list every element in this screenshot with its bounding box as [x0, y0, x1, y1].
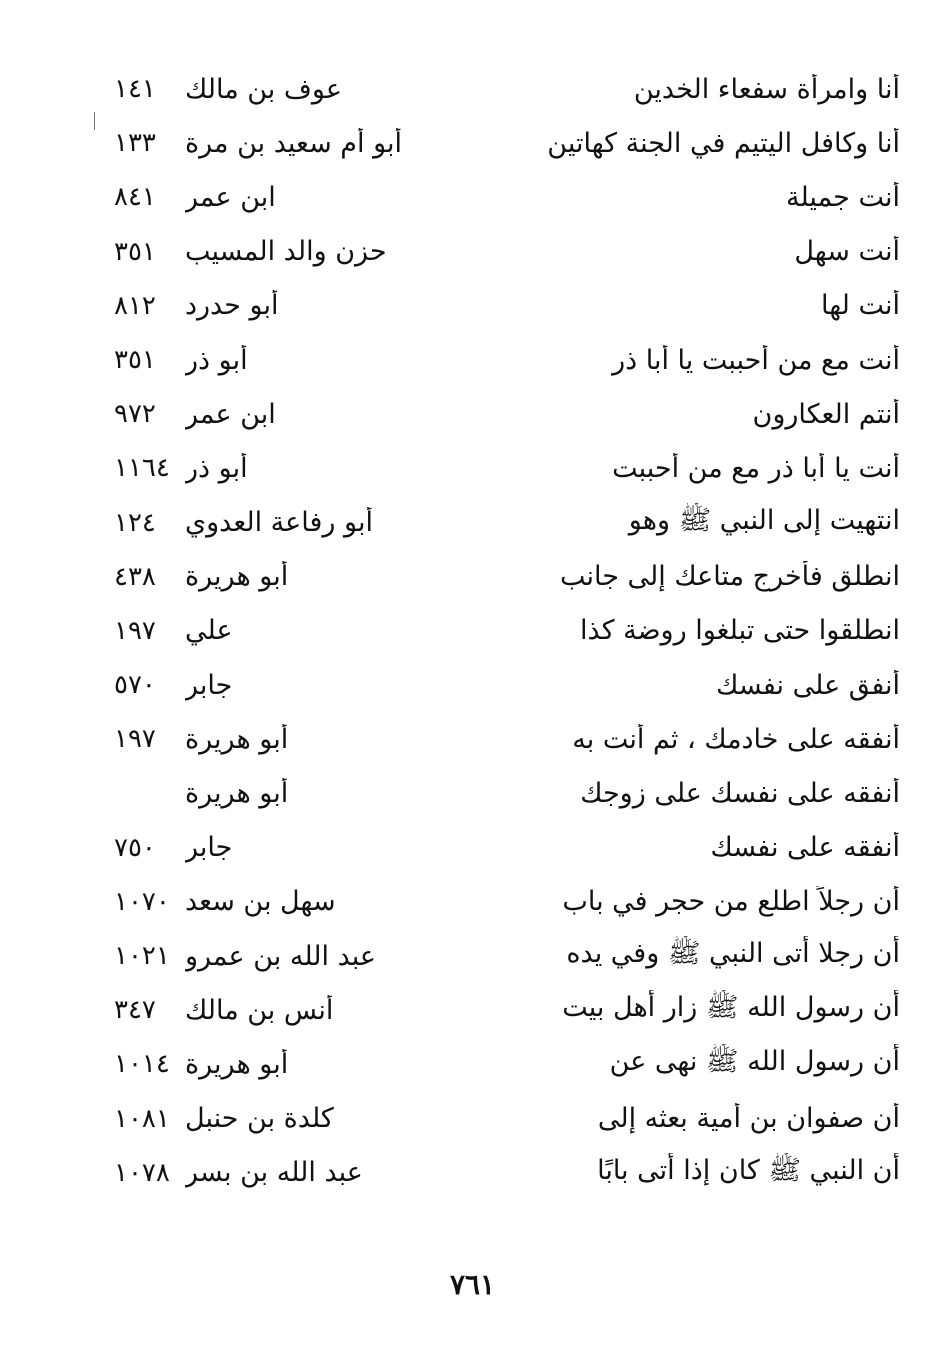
narrator: أبو حدرد [185, 290, 279, 322]
narrator: ابن عمر [185, 398, 276, 430]
hadith-text: أنفق على نفسك [716, 669, 900, 701]
index-row [100, 170, 900, 224]
index-row [100, 1092, 900, 1146]
index-row [100, 550, 900, 604]
page-ref: ١٩٧ [114, 724, 156, 755]
narrator: ابن عمر [185, 181, 276, 213]
hadith-text: أنت يا أبا ذر مع من أحببت [612, 452, 900, 484]
narrator: أبو هريرة [185, 778, 289, 810]
hadith-text: انطلقوا حتى تبلغوا روضة كذا [580, 615, 900, 647]
hadith-text: أن رسول الله ﷺ زار أهل بيت [562, 992, 900, 1024]
index-row [100, 1146, 900, 1200]
narrator: عوف بن مالك [185, 73, 342, 105]
index-row [100, 387, 900, 441]
hadith-text: أنت جميلة [786, 181, 900, 213]
index-row [100, 441, 900, 495]
narrator: أبو هريرة [185, 561, 289, 593]
hadith-text: أنا وامرأة سفعاء الخدين [633, 73, 900, 105]
margin-mark [94, 112, 95, 130]
narrator: أنس بن مالك [185, 994, 334, 1026]
hadith-text: انتهيت إلى النبي ﷺ وهو [628, 504, 900, 536]
narrator: عبد الله بن عمرو [185, 940, 377, 972]
narrator: علي [185, 615, 233, 647]
index-row [100, 496, 900, 550]
hadith-text: أنفقه على نفسك على زوجك [580, 778, 900, 810]
hadith-text: أن رجلاً اطلع من حجر في باب [562, 886, 900, 918]
page-ref: ٤٣٨ [114, 561, 156, 592]
narrator: حزن والد المسيب [185, 236, 387, 268]
page-ref: ١٤١ [114, 74, 156, 105]
page-ref: ٣٤٧ [114, 995, 156, 1026]
page-ref: ٣٥١ [114, 236, 156, 267]
narrator: عبد الله بن بسر [185, 1157, 363, 1189]
index-row [100, 225, 900, 279]
index-row [100, 333, 900, 387]
page-ref: ٣٥١ [114, 345, 156, 376]
hadith-text: أن صفوان بن أمية بعثه إلى [597, 1103, 900, 1135]
page-ref: ١٠٧٠ [114, 886, 170, 917]
index-row [100, 658, 900, 712]
narrator: أبو رفاعة العدوي [185, 507, 373, 539]
page-ref: ٧٥٠ [114, 832, 156, 863]
hadith-text: أنفقه على خادمك ، ثم أنت به [572, 723, 900, 755]
hadith-text: انطلق فأخرج متاعك إلى جانب [560, 561, 900, 593]
narrator: أبو هريرة [185, 1048, 289, 1080]
page-ref: ٩٧٢ [114, 399, 156, 430]
index-row [100, 712, 900, 766]
page-ref: ٥٧٠ [114, 670, 156, 701]
hadith-text: أنت سهل [794, 236, 900, 268]
narrator: أبو هريرة [185, 723, 289, 755]
index-row [100, 116, 900, 170]
page-ref: ٨١٢ [114, 290, 156, 321]
index-row [100, 983, 900, 1037]
narrator: سهل بن سعد [185, 886, 336, 918]
hadith-text: أن رجلا أتى النبي ﷺ وفي يده [566, 938, 900, 970]
index-row [100, 766, 900, 820]
narrator: كلدة بن حنبل [185, 1103, 334, 1135]
hadith-text: أن النبي ﷺ كان إذا أتى بابًا [597, 1154, 900, 1186]
hadith-text: أنتم العكارون [752, 398, 900, 430]
index-row [100, 279, 900, 333]
page-ref: ١٢٤ [114, 507, 156, 538]
page-ref: ١١٦٤ [114, 453, 170, 484]
page-ref: ١٠٨١ [114, 1103, 170, 1134]
index-row [100, 604, 900, 658]
narrator: أبو أم سعيد بن مرة [185, 127, 403, 159]
hadith-index-table [100, 62, 900, 1200]
index-row [100, 929, 900, 983]
page-ref: ١٣٣ [114, 128, 156, 159]
narrator: جابر [185, 669, 233, 701]
index-row [100, 1037, 900, 1091]
page-ref: ١٩٧ [114, 615, 156, 646]
narrator: أبو ذر [185, 452, 248, 484]
hadith-text: أنت لها [820, 290, 900, 322]
page-ref: ١٠٧٨ [114, 1157, 170, 1188]
page-number: ٧٦١ [449, 1268, 496, 1301]
narrator: أبو ذر [185, 344, 248, 376]
page-ref: ٨٤١ [114, 182, 156, 213]
index-row [100, 875, 900, 929]
hadith-text: أنت مع من أحببت يا أبا ذر [612, 344, 900, 376]
index-row [100, 62, 900, 116]
hadith-text: أنا وكافل اليتيم في الجنة كهاتين [547, 127, 900, 159]
narrator: جابر [185, 832, 233, 864]
hadith-text: أنفقه على نفسك [710, 832, 900, 864]
page-ref: ١٠٢١ [114, 941, 170, 972]
hadith-text: أن رسول الله ﷺ نهى عن [609, 1046, 900, 1078]
index-row [100, 821, 900, 875]
page-ref: ١٠١٤ [114, 1049, 170, 1080]
